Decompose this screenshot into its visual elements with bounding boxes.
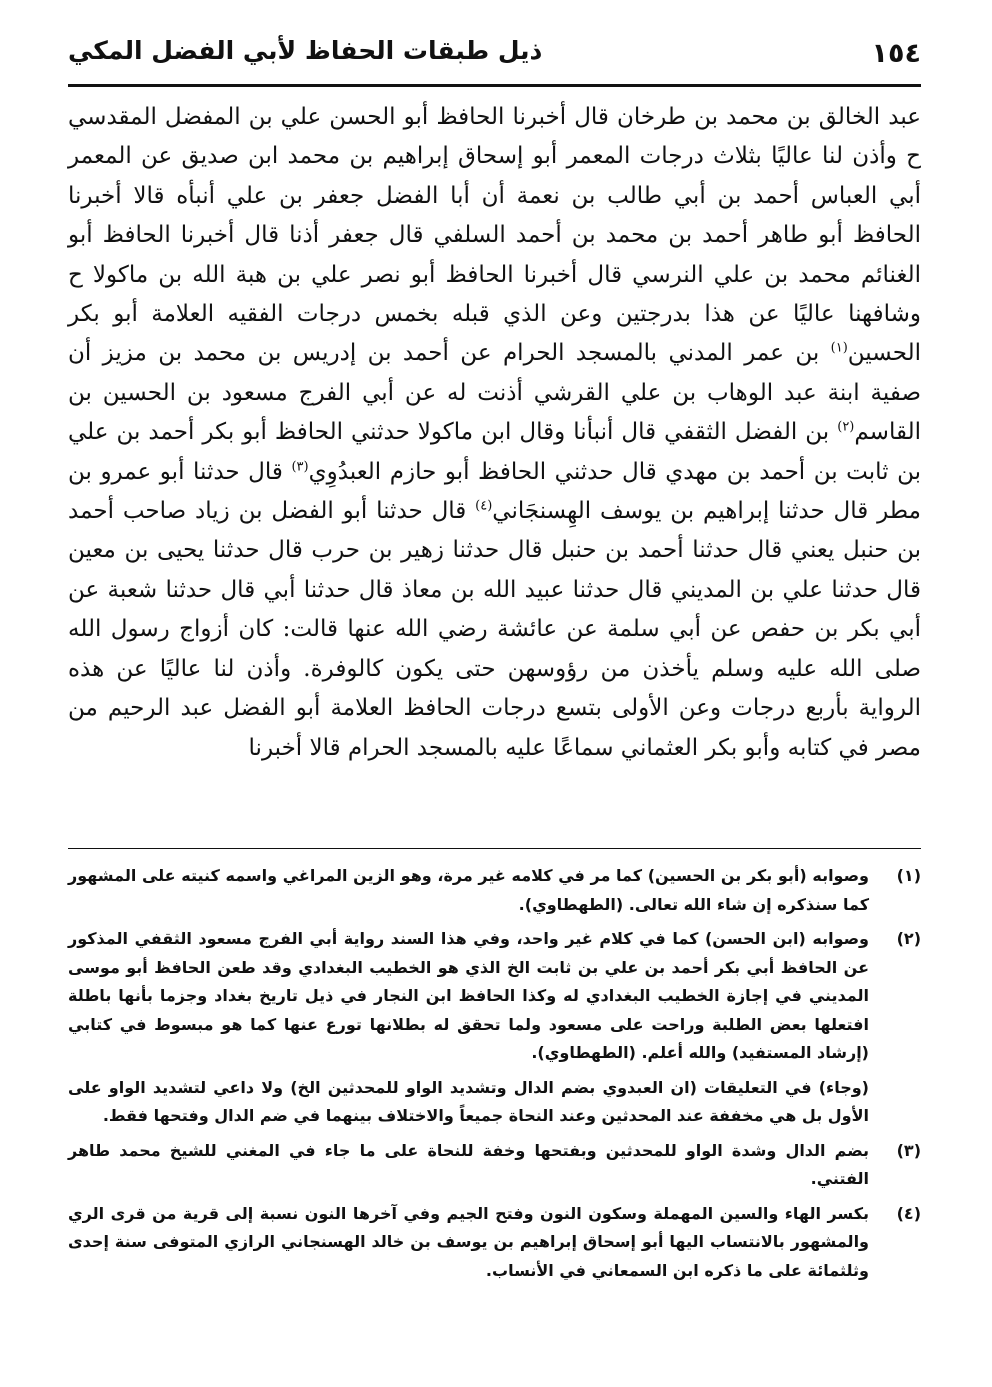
footnote-body <box>68 1137 869 1194</box>
footnote-ref-4: (٤) <box>475 498 493 514</box>
footnote-number: (١) <box>896 866 921 885</box>
footnote-1 <box>68 862 921 919</box>
footnote-number: (٤) <box>896 1203 921 1223</box>
footnote-number: (٢) <box>896 929 921 948</box>
footnote-text: بضم الدال وشدة الواو للمحدثين وبفتحها وخفة للنحاة على ما جاء في المغني للشيخ محمد طاهر الفتني. <box>68 1140 869 1188</box>
main-text <box>68 98 921 768</box>
footnote-text: بكسر الهاء والسين المهملة وسكون النون وفتح الجيم وفي آخرها النون نسبة إلى قرية من قرى الري والمشهور بالانتساب اليها أبو إسحاق إبراهيم بن يوسف بن خالد الهسنجاني الرازي المتوفى سنة إحدى وثلثمائة على ما ذكره ابن السمعاني في الأنساب. <box>68 1203 869 1280</box>
footnote-ref-2: (٢) <box>837 419 855 435</box>
page-header <box>68 34 921 84</box>
footnote-text: وصوابه (ابن الحسن) كما في كلام غير واحد، وفي هذا السند رواية أبي الفرج مسعود الثقفي المذكور عن الحافظ أبي بكر أحمد بن علي بن ثابت الخ الذي هو الخطيب البغدادي وقد طعن الحافظ أبو موسى المديني في إجازة الخطيب البغدادي له وكذا الحافظ ابن النجار في ذيل تاريخ بغداد وجزما بأنها باطلة افتعلها بعض الطلبة وراحت على مسعود ولما تحقق له بطلانها تورع عنها كما هو مبسوط في كتابي (إرشاد المستفيد) والله أعلم. (الطهطاوي). <box>68 929 869 1062</box>
running-title: ذيل طبقات الحفاظ لأبي الفضل المكي <box>68 36 543 65</box>
text-segment: قال حدثنا أبو عمرو بن مطر قال حدثنا إبراهيم بن يوسف الهِسنجَاني <box>68 458 921 525</box>
footnote-2 <box>68 925 921 1131</box>
page-number: ١٥٤ <box>871 38 921 69</box>
footnote-body <box>68 1200 869 1286</box>
footnotes <box>68 862 921 1291</box>
footnote-body <box>68 925 869 1131</box>
footnote-3 <box>68 1137 921 1194</box>
footnote-addendum: (وجاء) في التعليقات (ان العبدوي بضم الدال وتشديد الواو للمحدثين الخ) ولا داعي لتشديد الواو على الأول بل هي مخففة عند المحدثين وعند النحاة جميعاً والاختلاف بينهما في ضم الدال وفتحها فقط. <box>68 1077 869 1125</box>
footnote-4 <box>68 1200 921 1286</box>
header-rule <box>68 84 921 87</box>
text-segment: بن عمر المدني بالمسجد الحرام عن أحمد بن إدريس بن محمد بن مزيز أن صفية ابنة عبد الوهاب بن علي القرشي أذنت له عن أبي الفرج مسعود بن الحسين بن القاسم <box>68 340 921 446</box>
footnote-ref-3: (٣) <box>291 459 309 474</box>
text-segment: قال حدثنا أبو الفضل بن زياد صاحب أحمد بن حنبل يعني قال حدثنا أحمد بن حنبل قال حدثنا زهير بن حرب قال حدثنا يحيى بن معين قال حدثنا علي بن المديني قال حدثنا عبيد الله بن معاذ قال حدثنا أبي قال حدثنا شعبة عن أبي بكر بن حفص عن أبي سلمة عن عائشة رضي الله عنها قالت: كان أزواج رسول الله صلى الله عليه وسلم يأخذن من رؤوسهن حتى يكون كالوفرة. وأذن لنا عاليًا عن هذه الرواية بأربع درجات وعن الأولى بتسع درجات الحافظ العلامة أبو الفضل عبد الرحيم من مصر في كتابه وأبو بكر العثماني سماعًا عليه بالمسجد الحرام قالا أخبرنا <box>68 498 921 761</box>
main-paragraph <box>68 98 921 768</box>
footnote-rule <box>68 848 921 849</box>
footnote-number: (٣) <box>896 1140 921 1160</box>
footnote-ref-1: (١) <box>830 340 848 356</box>
footnote-body <box>68 862 869 919</box>
text-segment: عبد الخالق بن محمد بن طرخان قال أخبرنا الحافظ أبو الحسن علي بن المفضل المقدسي ح وأذن لنا عاليًا بثلاث درجات المعمر أبو إسحاق إبراهيم بن محمد ابن صديق عن المعمر أبي العباس أحمد بن أبي طالب بن نعمة أن أبا الفضل جعفر بن علي أنبأه قالا أخبرنا الحافظ أبو طاهر أحمد بن محمد بن أحمد السلفي قال جعفر أذنا قال أخبرنا الحافظ أبو الغنائم محمد بن علي النرسي قال أخبرنا الحافظ أبو نصر علي بن هبة الله بن ماكولا ح وشافهنا عاليًا عن هذا بدرجتين وعن الذي قبله بخمس درجات الفقيه العلامة أبو بكر الحسين <box>68 104 921 367</box>
footnote-text: وصوابه (أبو بكر بن الحسين) كما مر في كلامه غير مرة، وهو الزين المراغي واسمه كنيته على المشهور كما سنذكره إن شاء الله تعالى. (الطهطاوي). <box>68 866 869 914</box>
text-segment: بن الفضل الثقفي قال أنبأنا وقال ابن ماكولا حدثني الحافظ أبو بكر أحمد بن علي بن ثابت بن أحمد بن مهدي قال حدثني الحافظ أبو حازم العبدُوِي <box>68 419 922 485</box>
